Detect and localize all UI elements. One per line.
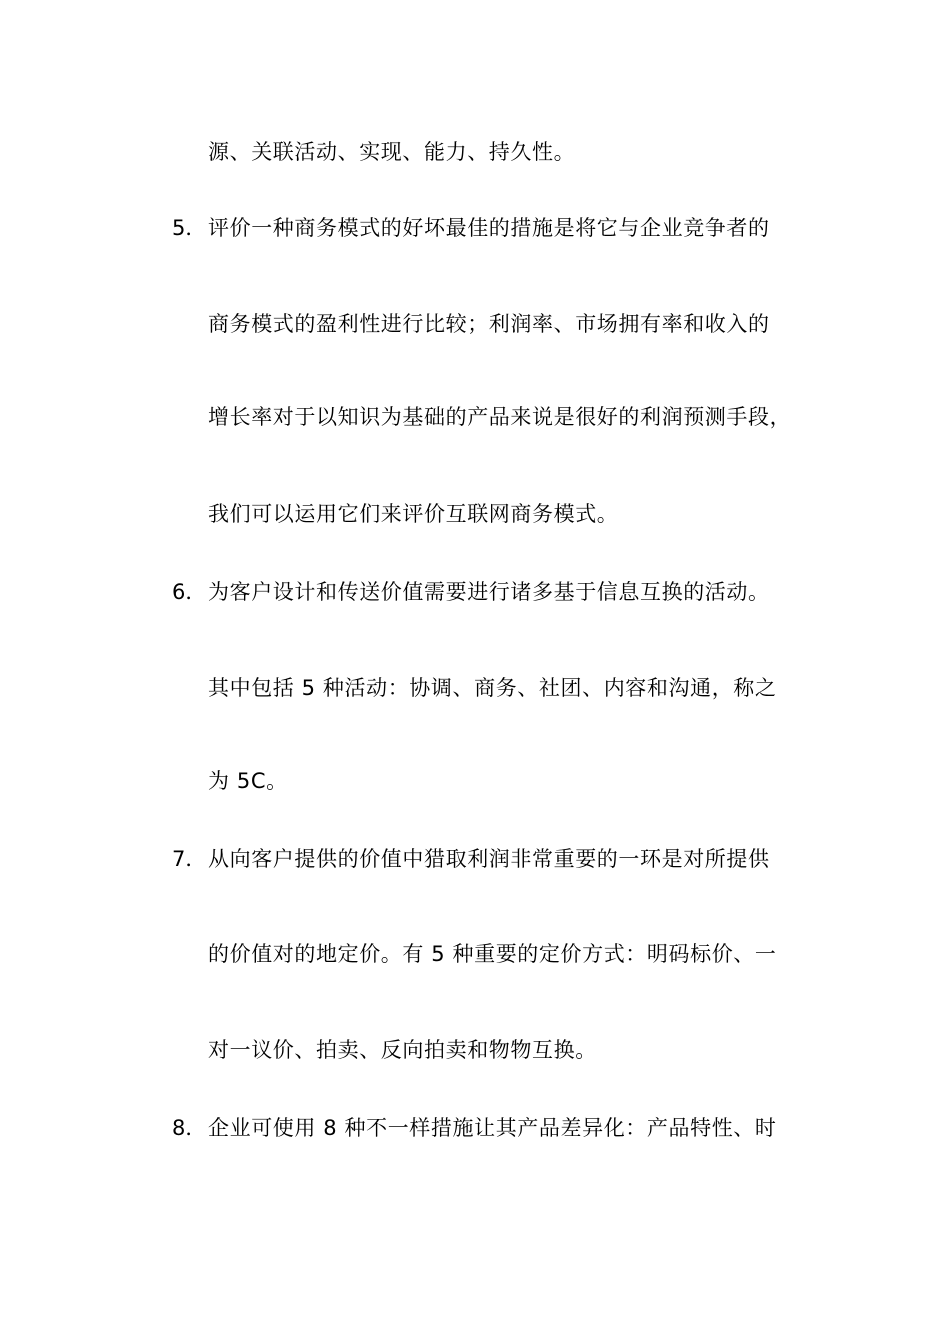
item-7-line-2: 的价值对的地定价。有 5 种重要的定价方式：明码标价、一 xyxy=(208,942,777,966)
item-5-line-1: 评价一种商务模式的好坏最佳的措施是将它与企业竞争者的 xyxy=(208,216,770,240)
item-8-line-1: 企业可使用 8 种不一样措施让其产品差异化：产品特性、时 xyxy=(208,1116,777,1140)
item-6-line-1: 为客户设计和传送价值需要进行诸多基于信息互换的活动。 xyxy=(208,580,770,604)
item-7-line-1: 从向客户提供的价值中猎取利润非常重要的一环是对所提供 xyxy=(208,847,770,871)
item-5-line-4: 我们可以运用它们来评价互联网商务模式。 xyxy=(208,502,619,526)
item-6-line-2: 其中包括 5 种活动：协调、商务、社团、内容和沟通，称之 xyxy=(208,676,777,700)
item-7-line-3: 对一议价、拍卖、反向拍卖和物物互换。 xyxy=(208,1038,597,1062)
item-5-line-2: 商务模式的盈利性进行比较；利润率、市场拥有率和收入的 xyxy=(208,312,770,336)
continuation-line: 源、关联活动、实现、能力、持久性。 xyxy=(208,140,576,164)
item-number-6: 6． xyxy=(172,580,207,604)
item-number-5: 5． xyxy=(172,216,207,240)
item-number-7: 7． xyxy=(172,847,207,871)
item-number-8: 8． xyxy=(172,1116,207,1140)
item-5-line-3: 增长率对于以知识为基础的产品来说是很好的利润预测手段， xyxy=(208,405,792,429)
item-6-line-3: 为 5C。 xyxy=(208,769,288,793)
